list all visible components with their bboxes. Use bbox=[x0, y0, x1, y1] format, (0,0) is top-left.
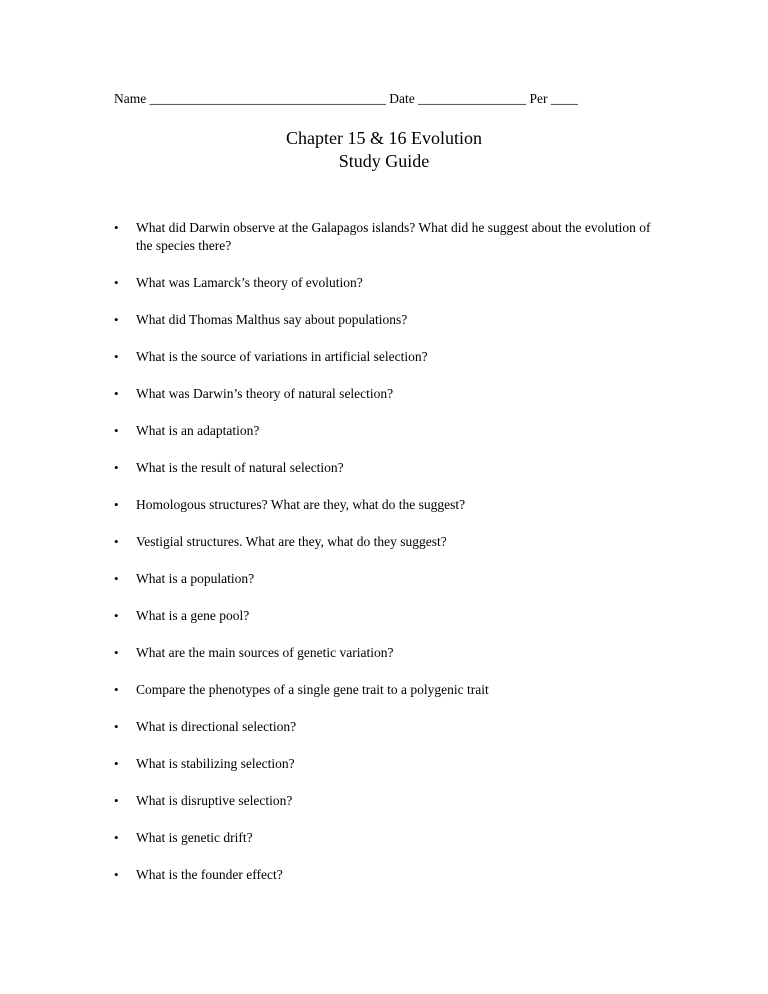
bullet-icon: • bbox=[114, 220, 119, 235]
list-item bbox=[114, 829, 654, 847]
bullet-icon: • bbox=[114, 423, 119, 438]
list-item bbox=[114, 385, 654, 403]
bullet-icon: • bbox=[114, 275, 119, 290]
bullet-icon: • bbox=[114, 793, 119, 808]
list-item bbox=[114, 348, 654, 366]
list-item bbox=[114, 570, 654, 588]
list-item bbox=[114, 681, 654, 699]
list-item bbox=[114, 496, 654, 514]
question-text: What was Darwin’s theory of natural selection? bbox=[136, 386, 394, 401]
list-item bbox=[114, 718, 654, 736]
question-text: What is directional selection? bbox=[136, 719, 297, 734]
bullet-icon: • bbox=[114, 608, 119, 623]
question-text: What is the result of natural selection? bbox=[136, 460, 344, 475]
question-text: What is disruptive selection? bbox=[136, 793, 293, 808]
bullet-icon: • bbox=[114, 682, 119, 697]
question-list bbox=[114, 219, 654, 903]
bullet-icon: • bbox=[114, 867, 119, 882]
bullet-icon: • bbox=[114, 349, 119, 364]
question-text: What is a gene pool? bbox=[136, 608, 250, 623]
question-text: What is a population? bbox=[136, 571, 255, 586]
question-text: What did Darwin observe at the Galapagos islands? What did he suggest about the evolution of the species there? bbox=[136, 220, 651, 253]
list-item bbox=[114, 274, 654, 292]
bullet-icon: • bbox=[114, 497, 119, 512]
question-text: What is genetic drift? bbox=[136, 830, 253, 845]
name-date-period-line: Name ___________________________________ Date ________________ Per ____ bbox=[114, 91, 578, 106]
question-text: Homologous structures? What are they, what do the suggest? bbox=[136, 497, 466, 512]
title-block bbox=[0, 127, 768, 173]
bullet-icon: • bbox=[114, 830, 119, 845]
question-text: What is an adaptation? bbox=[136, 423, 260, 438]
list-item bbox=[114, 644, 654, 662]
question-text: What is the source of variations in artificial selection? bbox=[136, 349, 428, 364]
question-text: What was Lamarck’s theory of evolution? bbox=[136, 275, 363, 290]
bullet-icon: • bbox=[114, 460, 119, 475]
question-text: What is stabilizing selection? bbox=[136, 756, 295, 771]
list-item bbox=[114, 422, 654, 440]
list-item bbox=[114, 533, 654, 551]
question-text: Compare the phenotypes of a single gene trait to a polygenic trait bbox=[136, 682, 489, 697]
bullet-icon: • bbox=[114, 645, 119, 660]
question-text: What are the main sources of genetic variation? bbox=[136, 645, 394, 660]
question-text: What did Thomas Malthus say about populations? bbox=[136, 312, 408, 327]
list-item bbox=[114, 459, 654, 477]
question-text: What is the founder effect? bbox=[136, 867, 283, 882]
bullet-icon: • bbox=[114, 312, 119, 327]
list-item bbox=[114, 219, 654, 255]
bullet-icon: • bbox=[114, 386, 119, 401]
list-item bbox=[114, 866, 654, 884]
bullet-icon: • bbox=[114, 719, 119, 734]
page-subtitle: Study Guide bbox=[338, 151, 430, 171]
question-text: Vestigial structures. What are they, what do they suggest? bbox=[136, 534, 447, 549]
bullet-icon: • bbox=[114, 534, 119, 549]
bullet-icon: • bbox=[114, 571, 119, 586]
list-item bbox=[114, 755, 654, 773]
bullet-icon: • bbox=[114, 756, 119, 771]
list-item bbox=[114, 311, 654, 329]
list-item bbox=[114, 792, 654, 810]
page-title: Chapter 15 & 16 Evolution bbox=[286, 128, 482, 148]
list-item bbox=[114, 607, 654, 625]
